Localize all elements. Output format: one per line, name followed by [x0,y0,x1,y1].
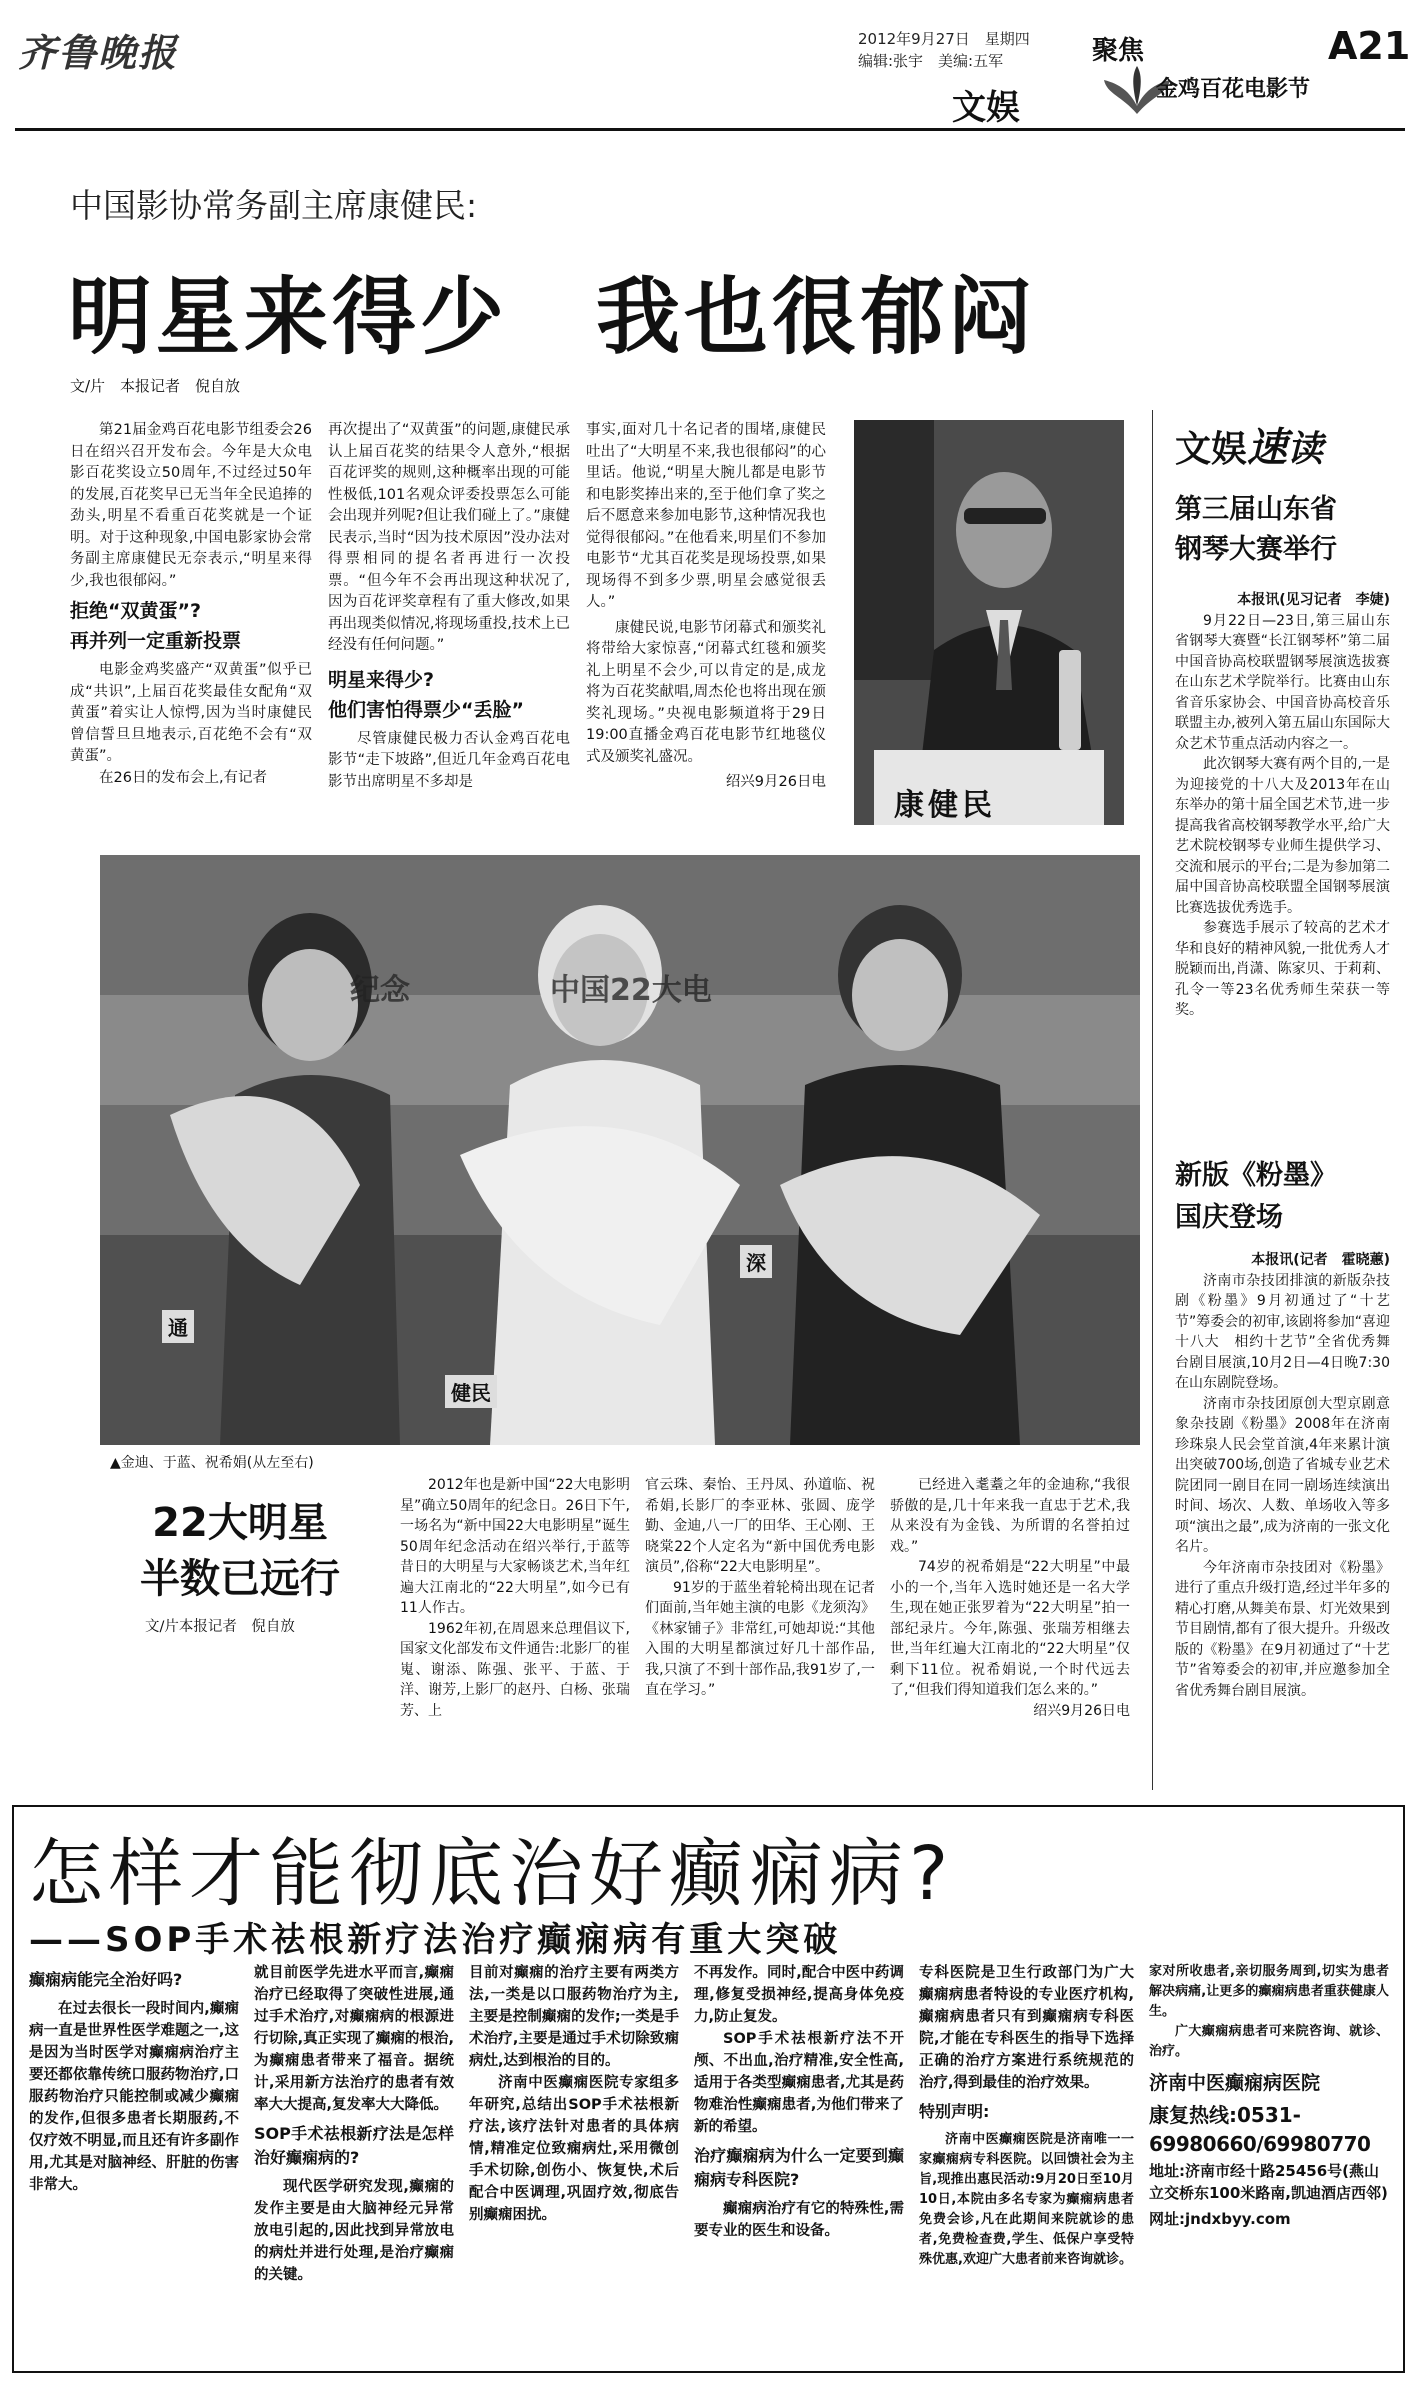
paragraph: 事实,面对几十名记者的围堵,康健民吐出了“大明星不来,我也很郁闷”的心里话。他说,“明星大腕儿都是电影节和电影奖捧出来的,至于他们拿了奖之后不愿意来参加电影节,这种情况我也觉得很郁闷。”在他看来,明星们不参加电影节“尤其百花奖是现场投票,如果现场得不到多少票,明星会感觉很丢人。” [586,422,826,610]
page-number: A21 [1328,24,1411,68]
issue-date: 2012年9月27日 星期四 [858,30,1030,48]
paragraph: 尽管康健民极力否认金鸡百花电影节“走下坡路”,但近几年金鸡百花电影节出席明星不多却是 [328,730,570,790]
paragraph: 74岁的祝希娟是“22大明星”中最小的一个,当年入选时她还是一名大学生,现在她正张罗着为“22大明星”拍一部纪录片。今年,陈强、张瑞芳相继去世,当年红遍大江南北的“22大明星”仅剩下11位。祝希娟说,一个时代远去了,“但我们得知道我们怎么来的。” [890,1559,1130,1698]
paragraph: 不再发作。同时,配合中医中药调理,修复受损神经,提高身体免疫力,防止复发。 [694,1965,904,2025]
paragraph: 电影金鸡奖盛产“双黄蛋”似乎已成“共识”,上届百花奖最佳女配角“双黄蛋”着实让人惊愕,因为当时康健民曾信誓旦旦地表示,百花绝不会有“双黄蛋”。 [70,662,312,764]
article-column-1 [70,420,312,789]
paragraph: SOP手术祛根新疗法不开颅、不出血,治疗精准,安全性高,适用于各类型癫痫患者,尤其是药物难治性癫痫患者,为他们带来了新的希望。 [694,2031,904,2135]
hospital-website: 网址:jndxbyy.com [1149,2210,1291,2228]
paragraph: 济南中医癫痫医院是济南唯一一家癫痫病专科医院。以回馈社会为主旨,现推出惠民活动:9月20日至10月10日,本院由多名专家为癫痫病患者免费会诊,凡在此期间来院就诊的患者,免费检查费,学生、低保户享受特殊优惠,欢迎广大患者前来咨询就诊。 [919,2132,1134,2267]
ad-subheadline: ——SOP手术祛根新疗法治疗癫痫病有重大突破 [29,1920,842,1960]
article-headline: 明星来得少 我也很郁闷 [68,268,1037,366]
subheading: 他们害怕得票少“丢脸” [328,698,524,721]
paragraph: 广大癫痫病患者可来院咨询、就诊、治疗。 [1149,2024,1389,2059]
dateline: 绍兴9月26日电 [1033,1702,1130,1719]
group-photo-illustration [100,855,1140,1445]
group-photo [100,855,1140,1445]
paragraph: 济南中医癫痫医院专家组多年研究,总结出SOP手术祛根新疗法,该疗法针对患者的具体病情,精准定位致痫病灶,采用微创手术切除,创伤小、恢复快,术后配合中医调理,巩固疗效,彻底告别癫痫困扰。 [469,2075,679,2223]
festival-prefix: 聚焦 [1092,36,1145,66]
column-title-part: 读 [1287,429,1324,470]
sidebar [1165,410,1395,1800]
hotline-numbers: 69980660/69980770 [1149,2132,1371,2156]
festival-name: 金鸡百花电影节 [1156,77,1311,102]
banner-text-part: 中国22大电 [550,973,712,1008]
headline-line: 第三届山东省 [1175,494,1337,525]
main-article [30,150,1140,830]
editor-credit: 编辑:张宇 美编:五军 [858,52,1004,70]
ad-column-1 [29,1962,239,2196]
paragraph: 家对所收患者,亲切服务周到,切实为患者解决病痛,让更多的癫痫病患者重获健康人生。 [1149,1964,1389,2019]
paragraph: 官云珠、秦怡、王丹凤、孙道临、祝希娟,长影厂的李亚林、张圆、庞学勤、金迪,八一厂的田华、王心刚、王晓棠22个人定名为“新中国优秀电影演员”,俗称“22大电影明星”。 [645,1477,875,1575]
story-headline [1175,490,1337,570]
article-kicker: 中国影协常务副主席康健民: [70,186,478,225]
paragraph: 癫痫病治疗有它的特殊性,需要专业的医生和设备。 [694,2201,904,2239]
article-headline [110,1495,370,1607]
headline-line: 22大明星 [152,1500,328,1546]
headline-line: 国庆登场 [1175,1202,1283,1233]
paper-logo: 齐鲁晚报 [18,30,179,75]
column-title [1175,416,1323,473]
paragraph: 就目前医学先进水平而言,癫痫治疗已经取得了突破性进展,通过手术治疗,对癫痫病的根源进行切除,真正实现了癫痫的根治,为癫痫患者带来了福音。据统计,采用新方法治疗的患者有效率大大提高,复发率大大降低。 [254,1965,454,2113]
paragraph: 目前对癫痫的治疗主要有两类方法,一类是以口服药物治疗为主,主要是控制癫痫的发作;一类是手术治疗,主要是通过手术切除致痫病灶,达到根治的目的。 [469,1965,679,2069]
hospital-name: 济南中医癫痫病医院 [1149,2072,1321,2094]
ad-subheading: 特别声明: [919,2102,990,2121]
paragraph: 康健民说,电影节闭幕式和颁奖礼将带给大家惊喜,“闭幕式红毯和颁奖礼上明星不会少,可以肯定的是,成龙将为百花奖献唱,周杰伦也将出现在颁奖礼现场。”央视电影频道将于29日19:00直播金鸡百花电影节红地毯仪式及颁奖礼盛况。 [586,619,826,765]
article-byline: 文/片 本报记者 倪自放 [70,377,241,395]
article-byline: 文/片本报记者 倪自放 [145,1619,295,1635]
paragraph: 此次钢琴大赛有两个目的,一是为迎接党的十八大及2013年在山东举办的第十届全国艺术节,进一步提高我省高校钢琴教学水平,给广大艺术院校钢琴专业师生提供学习、交流和展示的平台;二是为参加第二届中国音协高校联盟全国钢琴展演比赛选拔优秀选手。 [1175,756,1390,916]
sidebar-divider [1152,410,1153,1790]
story-byline: 本报讯(记者 霍晓蕙) [1251,1252,1390,1268]
paragraph: 91岁的于蓝坐着轮椅出现在记者们面前,当年她主演的电影《龙须沟》《林家铺子》非常红,可她却说:“其他入围的大明星都演过好几十部作品,我,只演了不到十部作品,我91岁了,一直在学习。” [645,1579,875,1698]
story-byline: 本报讯(见习记者 李婕) [1237,592,1390,608]
masthead-rule [15,128,1405,131]
ad-contact-block [1149,1962,1394,2229]
ad-subheading: SOP手术祛根新疗法是怎样治好癫痫病的? [254,2124,454,2167]
subheading: 明星来得少? [328,668,435,691]
paragraph: 第21届金鸡百花电影节组委会26日在绍兴召开发布会。今年是大众电影百花奖设立50周年,不过经过50年的发展,百花奖早已无当年全民追捧的劲头,明星不看重百花奖就是一个证明。对于这种现象,中国电影家协会常务副主席康健民无奈表示,“明星来得少,我也很郁闷。” [70,422,312,589]
paragraph: 现代医学研究发现,癫痫的发作主要是由大脑神经元异常放电引起的,因此找到异常放电的病灶并进行处理,是治疗癫痫的关键。 [254,2179,454,2283]
article-column-2 [328,420,570,793]
subheading: 拒绝“双黄蛋”? [70,600,201,622]
article-column-1 [400,1475,630,1721]
photo-caption: ▲金迪、于蓝、祝希娟(从左至右) [110,1455,314,1471]
ad-headline: 怎样才能彻底治好癫痫病? [29,1831,955,1917]
paragraph: 在过去很长一段时间内,癫痫病一直是世界性医学难题之一,这是因为当时医学对癫痫病治疗主要还都依靠传统口服药物治疗,口服药物治疗只能控制或减少癫痫的发作,但很多患者长期服药,不仅疗效不明显,而且还有许多副作用,尤其是对脑神经、肝脏的伤害非常大。 [29,2001,239,2193]
paragraph: 已经进入耄耋之年的金迪称,“我很骄傲的是,几十年来我一直忠于艺术,我从来没有为金钱、为所谓的名誉拍过戏。” [890,1477,1130,1555]
column-title-part: 文娱 [1175,429,1248,470]
festival-logo [1092,28,1342,118]
portrait-illustration [854,420,1124,825]
ad-subheading: 癫痫病能完全治好吗? [29,1970,183,1989]
article-column-3 [586,420,826,794]
section-label: 文娱 [952,88,1020,128]
headline-line: 钢琴大赛举行 [1175,534,1337,565]
story-body [1175,1250,1390,1701]
article-column-3 [890,1475,1130,1721]
paragraph: 今年济南市杂技团对《粉墨》进行了重点升级打造,经过半年多的精心打磨,从舞美布景、灯光效果到节目剧情,都有了很大提升。升级改版的《粉墨》在9月初通过了“十艺节”省筹委会的初审,并应邀参加全省优秀舞台剧目展演。 [1175,1559,1390,1699]
banner-text-part: 纪念 [350,973,410,1008]
story-headline [1175,1155,1337,1239]
paragraph: 1962年初,在周恩来总理倡议下,国家文化部发布文件通告:北影厂的崔嵬、谢添、陈强、张平、于蓝、于洋、谢芳,上影厂的赵丹、白杨、张瑞芳、上 [400,1620,630,1719]
article-column-2 [645,1475,875,1701]
nameplate: 康健民 [894,788,996,823]
paragraph: 参赛选手展示了较高的艺术才华和良好的精神风貌,一批优秀人才脱颖而出,肖潇、陈家贝、于莉莉、孔令一等23名优秀师生荣获一等奖。 [1175,920,1390,1018]
paragraph: 再次提出了“双黄蛋”的问题,康健民承认上届百花奖的结果令人意外,“根据百花评奖的规则,这种概率出现的可能性极低,101名观众评委投票怎么可能会出现并列呢?但让我们碰上了。”康健民表示,当时“因为技术原因”没办法对得票相同的提名者再进行一次投票。“但今年不会再出现这种状况了,因为百花评奖章程有了重大修改,如果再出现类似情况,将现场重投,技术上已经没有任何问题。” [328,422,570,653]
column-title-part: 速 [1247,425,1288,471]
subheading: 再并列一定重新投票 [70,630,242,652]
headline-line: 新版《粉墨》 [1175,1160,1337,1191]
ad-column-6 [1149,1962,1389,2062]
paragraph: 9月22日—23日,第三届山东省钢琴大赛暨“长江钢琴杯”第二届中国音协高校联盟钢琴展演选拔赛在山东艺术学院举行。比赛由山东省音乐家协会、中国音协高校音乐联盟主办,被列入第五届山东国际大众艺术节重点活动内容之一。 [1175,612,1390,752]
portrait-photo [854,420,1124,825]
dateline: 绍兴9月26日电 [725,774,826,790]
ad-subheading: 治疗癫痫病为什么一定要到癫痫病专科医院? [694,2146,904,2189]
paragraph: 专科医院是卫生行政部门为广大癫痫病患者特设的专业医疗机构,癫痫病患者只有到癫痫病专科医院,才能在专科医生的指导下选择正确的治疗方案进行系统规范的治疗,得到最佳的治疗效果。 [919,1965,1134,2091]
paragraph: 在26日的发布会上,有记者 [99,769,268,786]
masthead [0,0,1417,130]
paragraph: 2012年也是新中国“22大电影明星”确立50周年的纪念日。26日下午,一场名为“新中国22大电影明星”诞生50周年纪念活动在绍兴举行,于蓝等昔日的大明星与大家畅谈艺术,当年红遍大江南北的“22大明星”,如今已有11人作古。 [400,1477,630,1616]
backdrop-banner-text [350,965,712,1009]
ad-column-3 [469,1962,679,2226]
ad-column-2 [254,1962,454,2286]
second-article [100,855,1140,1855]
backdrop-sign: 通 [162,1310,194,1343]
backdrop-sign: 健民 [445,1375,497,1408]
hotline-label: 康复热线:0531- [1149,2103,1301,2127]
paragraph: 济南市杂技团排演的新版杂技剧《粉墨》9月初通过了“十艺节”筹委会的初审,该剧将参加“喜迎十八大 相约十艺节”全省优秀舞台剧目展演,10月2日—4日晚7:30在山东剧院登场。 [1175,1272,1390,1391]
headline-line: 半数已远行 [140,1556,340,1602]
ad-column-5 [919,1962,1134,2270]
story-body [1175,590,1390,1021]
advertisement [12,1805,1405,2373]
ad-column-4 [694,1962,904,2242]
backdrop-sign: 深 [740,1245,772,1278]
paragraph: 济南市杂技团原创大型京剧意象杂技剧《粉墨》2008年在济南珍珠泉人民会堂首演,4年来累计演出突破700场,创造了省城专业艺术院团同一剧目在同一剧场连续演出时间、场次、人数、单场收入等多项“演出之最”,成为济南的一张文化名片。 [1175,1395,1390,1555]
hospital-address: 地址:济南市经十路25456号(燕山立交桥东100米路南,凯迪酒店西邻) [1149,2162,1388,2202]
